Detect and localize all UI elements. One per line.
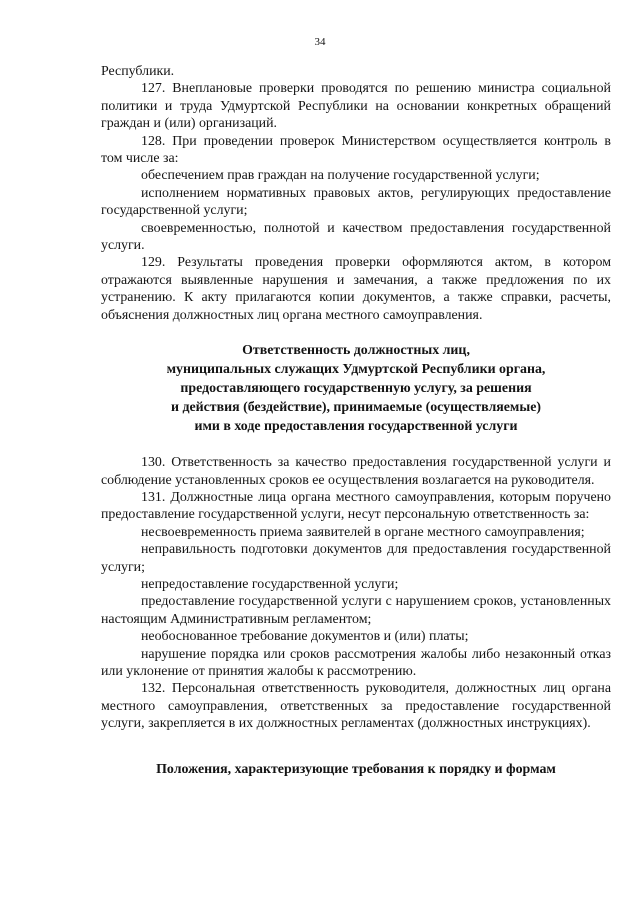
list-item: нарушение порядка или сроков рассмотрения жалобы либо незаконный отказ или уклонение от принятия жалобы к рассмотрению. [101,646,611,679]
page-number: 34 [314,36,326,48]
paragraph-132: 132. Персональная ответственность руководителя, должностных лиц органа местного самоуправления, ответственных за предоставление государственной услуги, закрепляется в их должностных регламентах (должностных инструкциях). [101,681,611,732]
heading-line: муниципальных служащих Удмуртской Республики органа, [166,362,546,378]
list-item: своевременностью, полнотой и качеством предоставления государственной услуги. [101,220,611,254]
heading-line: Ответственность должностных лиц, [242,343,470,359]
document-body [101,63,611,779]
list-item: непредоставление государственной услуги; [141,576,399,592]
section-heading-provisions: Положения, характеризующие требования к порядку и формам [156,761,556,777]
paragraph-continuation: Республики. [101,64,175,79]
list-item: предоставление государственной услуги с нарушением сроков, установленных настоящим Административным регламентом; [101,594,611,627]
heading-line: предоставляющего государственную услугу, за решения [180,381,532,397]
heading-line: и действия (бездействие), принимаемые (осуществляемые) [170,400,542,416]
paragraph-130: 130. Ответственность за качество предоставления государственной услуги и соблюдение установленных сроков ее осуществления возлагается на руководителя. [101,455,611,488]
list-item: необоснованное требование документов и (или) платы; [141,629,469,645]
paragraph-128: 128. При проведении проверок Министерством осуществляется контроль в том числе за: [101,133,611,167]
list-item: обеспечением прав граждан на получение государственной услуги; [141,168,540,184]
list-item: несвоевременность приема заявителей в органе местного самоуправления; [141,524,585,540]
section-heading-responsibility [93,341,619,436]
heading-line: ими в ходе предоставления государственной услуги [194,419,518,435]
list-item: неправильность подготовки документов для предоставления государственной услуги; [101,542,611,575]
paragraph-127: 127. Внеплановые проверки проводятся по решению министра социальной политики и труда Удмуртской Республики на основании конкретных обращений граждан и (или) организаций. [101,81,611,132]
paragraph-129: 129. Результаты проведения проверки оформляются актом, в котором отражаются выявленные нарушения и замечания, а также предложения по их устранению. К акту прилагаются копии документов, а также справки, расчеты, объяснения должностных лиц органа местного самоуправления. [101,255,611,323]
list-item: исполнением нормативных правовых актов, регулирующих предоставление государственной услуги; [101,185,611,219]
paragraph-131: 131. Должностные лица органа местного самоуправления, которым поручено предоставление государственной услуги, несут персональную ответственность за: [101,489,611,523]
